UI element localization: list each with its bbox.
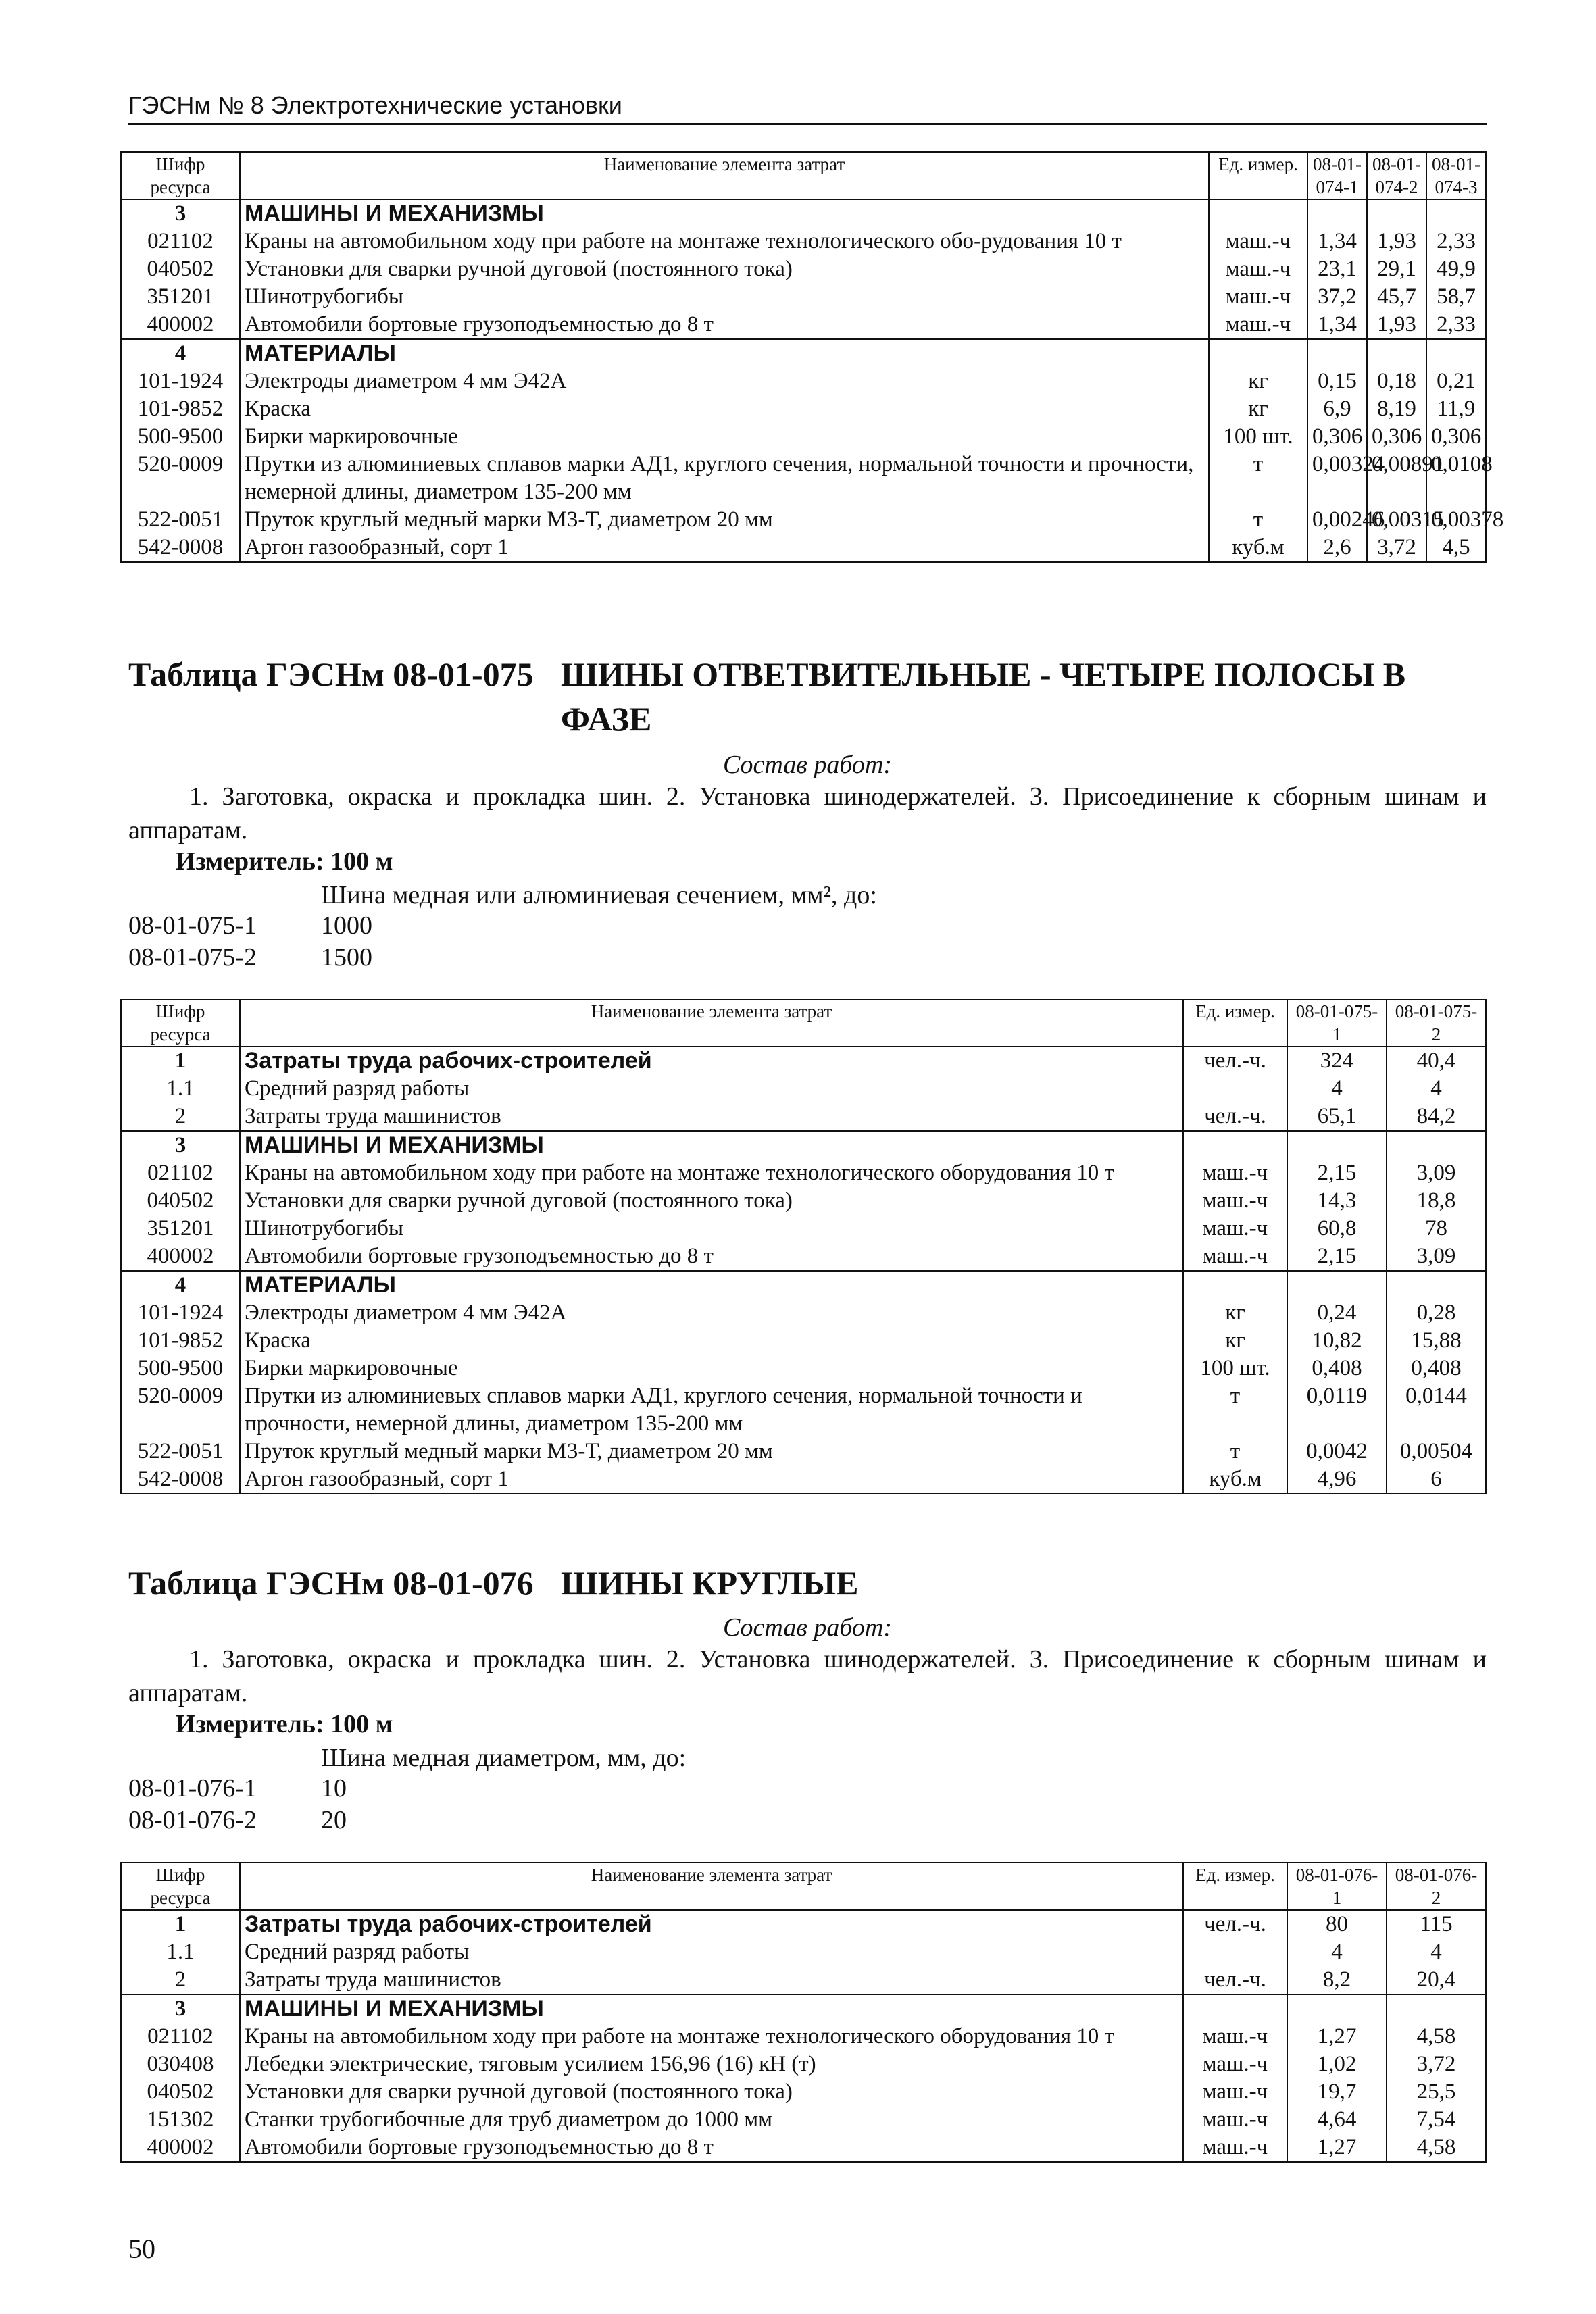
resource-name: Бирки маркировочные [240, 1355, 1183, 1382]
norm-value: 1,34 [1307, 311, 1367, 339]
resource-unit: маш.-ч [1183, 2051, 1287, 2078]
norm-value: 1,27 [1287, 2134, 1387, 2162]
norm-value: 4,5 [1426, 534, 1486, 562]
resource-code: 4 [121, 339, 240, 368]
variant-description: Шина медная или алюминиевая сечением, мм², до: [321, 881, 877, 909]
resource-code: 4 [121, 1271, 240, 1299]
col-header-norm: 08-01-074-2 [1367, 152, 1426, 199]
resource-name: Средний разряд работы [240, 1075, 1183, 1103]
resource-unit: т [1183, 1438, 1287, 1465]
norm-value: 4 [1387, 1075, 1486, 1103]
table-row [121, 2023, 1486, 2051]
col-header-name: Наименование элемента затрат [240, 999, 1183, 1047]
norm-value: 60,8 [1287, 1215, 1387, 1242]
variant-code: 08-01-075-2 [128, 943, 257, 972]
resource-unit: чел.-ч. [1183, 1910, 1287, 1938]
norm-value: 4,64 [1287, 2106, 1387, 2134]
resource-name: Краны на автомобильном ходу при работе на монтаже технологического оборудования 10 т [240, 1159, 1183, 1187]
resource-name: Автомобили бортовые грузоподъемностью до 8 т [240, 311, 1209, 339]
col-header-unit: Ед. измер. [1183, 999, 1287, 1047]
table-row [121, 2051, 1486, 2078]
norm-value: 8,2 [1287, 1966, 1387, 1994]
norm-value: 3,72 [1387, 2051, 1486, 2078]
measure-unit: Измеритель: 100 м [176, 1710, 393, 1738]
resource-code: 101-9852 [121, 1327, 240, 1355]
table-row [121, 1938, 1486, 1966]
resource-name: Шинотрубогибы [240, 1215, 1183, 1242]
page-number: 50 [128, 2234, 155, 2264]
resource-name: Установки для сварки ручной дуговой (постоянного тока) [240, 255, 1209, 283]
resource-unit: маш.-ч [1183, 2134, 1287, 2162]
col-header-norm: 08-01-074-1 [1307, 152, 1367, 199]
resource-unit: кг [1209, 395, 1307, 423]
resource-unit: т [1183, 1382, 1287, 1438]
norm-value: 6 [1387, 1465, 1486, 1494]
variant-value: 1500 [321, 943, 372, 972]
norm-value: 0,00891 [1367, 451, 1426, 506]
resource-code: 151302 [121, 2106, 240, 2134]
running-header: ГЭСНм № 8 Электротехнические установки [128, 88, 1487, 125]
resource-unit: маш.-ч [1183, 1215, 1287, 1242]
resource-name: Краска [240, 395, 1209, 423]
resource-code: 351201 [121, 283, 240, 311]
resource-unit: маш.-ч [1183, 2078, 1287, 2106]
col-header-norm: 08-01-074-3 [1426, 152, 1486, 199]
norm-value: 58,7 [1426, 283, 1486, 311]
resource-unit [1183, 1938, 1287, 1966]
norm-value: 0,306 [1367, 423, 1426, 451]
table-row [121, 1075, 1486, 1103]
section-row [121, 1131, 1486, 1159]
norm-value: 4,96 [1287, 1465, 1387, 1494]
resource-unit [1209, 339, 1307, 368]
table-row [121, 423, 1486, 451]
norm-value: 0,00315 [1367, 506, 1426, 534]
variant-description: Шина медная диаметром, мм, до: [321, 1744, 687, 1772]
norm-value: 0,0144 [1387, 1382, 1486, 1438]
resource-name: Краны на автомобильном ходу при работе на монтаже технологического обо-рудования 10 т [240, 228, 1209, 255]
resource-name: Затраты труда машинистов [240, 1103, 1183, 1131]
norm-value: 15,88 [1387, 1327, 1486, 1355]
table-row [121, 1103, 1486, 1131]
variant-code: 08-01-076-2 [128, 1806, 257, 1834]
resource-name: Шинотрубогибы [240, 283, 1209, 311]
resource-name: Лебедки электрические, тяговым усилием 156,96 (16) кН (т) [240, 2051, 1183, 2078]
resource-unit [1183, 1271, 1287, 1299]
norm-value: 324 [1287, 1047, 1387, 1075]
norm-value: 1,34 [1307, 228, 1367, 255]
norm-value: 4,58 [1387, 2134, 1486, 2162]
norm-value: 78 [1387, 1215, 1486, 1242]
col-header-code: Шифр ресурса [121, 152, 240, 199]
works-heading: Состав работ: [722, 1613, 893, 1642]
norm-value: 11,9 [1426, 395, 1486, 423]
resource-unit [1183, 1131, 1287, 1159]
col-header-name: Наименование элемента затрат [240, 152, 1209, 199]
resource-code: 1.1 [121, 1075, 240, 1103]
variant-value: 1000 [321, 911, 372, 940]
resource-code: 522-0051 [121, 506, 240, 534]
norm-value: 0,00246 [1307, 506, 1367, 534]
resource-unit: кг [1183, 1327, 1287, 1355]
table-row [121, 368, 1486, 395]
resource-name: Затраты труда машинистов [240, 1966, 1183, 1994]
table-row [121, 395, 1486, 423]
table-row [121, 2134, 1486, 2162]
norm-value: 0,306 [1426, 423, 1486, 451]
norm-value: 115 [1387, 1910, 1486, 1938]
norm-value: 2,6 [1307, 534, 1367, 562]
norm-value [1367, 199, 1426, 228]
norm-value [1426, 199, 1486, 228]
norm-value: 84,2 [1387, 1103, 1486, 1131]
resource-name: Прутки из алюминиевых сплавов марки АД1, круглого сечения, нормальной точности и прочности, немерной длины, диаметром 135-200 мм [240, 451, 1209, 506]
table-row [121, 451, 1486, 506]
table-title-075 [128, 652, 1487, 741]
col-header-norm: 08-01-075-2 [1387, 999, 1486, 1047]
section-row [121, 199, 1486, 228]
resource-table-076 [120, 1862, 1487, 2163]
norm-value: 20,4 [1387, 1966, 1486, 1994]
variant-row [128, 940, 372, 974]
table-row [121, 1159, 1486, 1187]
norm-value [1426, 339, 1486, 368]
norm-value: 0,00324 [1307, 451, 1367, 506]
resource-unit: маш.-ч [1183, 2023, 1287, 2051]
resource-unit: маш.-ч [1183, 1242, 1287, 1271]
table-row [121, 1438, 1486, 1465]
resource-unit: маш.-ч [1209, 255, 1307, 283]
col-header-code: Шифр ресурса [121, 999, 240, 1047]
resource-code: 040502 [121, 2078, 240, 2106]
norm-value: 4 [1387, 1938, 1486, 1966]
norm-value: 3,09 [1387, 1159, 1486, 1187]
table-row [121, 1966, 1486, 1994]
resource-code: 1 [121, 1047, 240, 1075]
table-header-row [121, 1863, 1486, 1910]
table-name: ШИНЫ КРУГЛЫЕ [561, 1564, 859, 1602]
norm-value: 29,1 [1367, 255, 1426, 283]
table-title-076 [128, 1561, 1487, 1605]
norm-value: 14,3 [1287, 1187, 1387, 1215]
table-name: ШИНЫ ОТВЕТВИТЕЛЬНЫЕ - ЧЕТЫРЕ ПОЛОСЫ В ФАЗЕ [561, 655, 1406, 738]
table-row [121, 283, 1486, 311]
norm-value [1387, 1271, 1486, 1299]
resource-unit: маш.-ч [1183, 1159, 1287, 1187]
table-row [121, 1382, 1486, 1438]
resource-name: Установки для сварки ручной дуговой (постоянного тока) [240, 2078, 1183, 2106]
variant-code: 08-01-075-1 [128, 911, 257, 940]
norm-value [1287, 1131, 1387, 1159]
resource-unit: маш.-ч [1209, 283, 1307, 311]
norm-value: 3,09 [1387, 1242, 1486, 1271]
resource-code: 351201 [121, 1215, 240, 1242]
resource-code: 400002 [121, 311, 240, 339]
resource-code: 030408 [121, 2051, 240, 2078]
resource-code: 3 [121, 1994, 240, 2023]
resource-name: Краска [240, 1327, 1183, 1355]
resource-unit: чел.-ч. [1183, 1047, 1287, 1075]
resource-code: 021102 [121, 228, 240, 255]
norm-value: 2,15 [1287, 1242, 1387, 1271]
resource-name: Аргон газообразный, сорт 1 [240, 534, 1209, 562]
resource-unit [1183, 1075, 1287, 1103]
norm-value: 4,58 [1387, 2023, 1486, 2051]
norm-value: 6,9 [1307, 395, 1367, 423]
resource-code: 040502 [121, 255, 240, 283]
resource-table-075 [120, 999, 1487, 1494]
norm-value [1287, 1994, 1387, 2023]
table-row [121, 228, 1486, 255]
norm-value [1287, 1271, 1387, 1299]
resource-name: Аргон газообразный, сорт 1 [240, 1465, 1183, 1494]
variant-value: 10 [321, 1774, 347, 1803]
resource-name: Станки трубогибочные для труб диаметром до 1000 мм [240, 2106, 1183, 2134]
norm-value: 0,408 [1287, 1355, 1387, 1382]
resource-unit: чел.-ч. [1183, 1103, 1287, 1131]
table-row [121, 506, 1486, 534]
table-row [121, 1187, 1486, 1215]
resource-code: 2 [121, 1966, 240, 1994]
table-row [121, 1242, 1486, 1271]
section-row [121, 339, 1486, 368]
table-body [121, 199, 1504, 562]
resource-name: Затраты труда рабочих-строителей [240, 1910, 1183, 1938]
norm-value: 40,4 [1387, 1047, 1486, 1075]
table-row [121, 1215, 1486, 1242]
norm-value: 4 [1287, 1938, 1387, 1966]
col-header-norm: 08-01-075-1 [1287, 999, 1387, 1047]
table-header-row [121, 999, 1486, 1047]
col-header-name: Наименование элемента затрат [240, 1863, 1183, 1910]
resource-code: 522-0051 [121, 1438, 240, 1465]
resource-unit: маш.-ч [1183, 2106, 1287, 2134]
norm-value: 1,02 [1287, 2051, 1387, 2078]
resource-name: Средний разряд работы [240, 1938, 1183, 1966]
norm-value: 37,2 [1307, 283, 1367, 311]
norm-value: 45,7 [1367, 283, 1426, 311]
resource-unit: кг [1183, 1299, 1287, 1327]
resource-code: 500-9500 [121, 423, 240, 451]
resource-code: 1.1 [121, 1938, 240, 1966]
resource-code: 101-1924 [121, 1299, 240, 1327]
table-header-row [121, 152, 1486, 199]
norm-value: 0,18 [1367, 368, 1426, 395]
table-body [121, 1910, 1486, 2162]
norm-value: 0,0108 [1426, 451, 1486, 506]
resource-name: Бирки маркировочные [240, 423, 1209, 451]
table-row [121, 1465, 1486, 1494]
resource-name: Затраты труда рабочих-строителей [240, 1047, 1183, 1075]
norm-value: 65,1 [1287, 1103, 1387, 1131]
resource-unit: чел.-ч. [1183, 1966, 1287, 1994]
norm-value: 0,0042 [1287, 1438, 1387, 1465]
norm-value: 0,00378 [1426, 506, 1486, 534]
resource-unit: куб.м [1183, 1465, 1287, 1494]
resource-name: Электроды диаметром 4 мм Э42А [240, 368, 1209, 395]
variant-row [128, 909, 372, 942]
resource-unit: маш.-ч [1209, 311, 1307, 339]
resource-name: Установки для сварки ручной дуговой (постоянного тока) [240, 1187, 1183, 1215]
resource-unit: куб.м [1209, 534, 1307, 562]
resource-name: МАШИНЫ И МЕХАНИЗМЫ [240, 199, 1209, 228]
resource-code: 3 [121, 199, 240, 228]
resource-name: Пруток круглый медный марки М3-Т, диаметром 20 мм [240, 1438, 1183, 1465]
norm-value: 2,15 [1287, 1159, 1387, 1187]
norm-value: 0,0119 [1287, 1382, 1387, 1438]
section-row [121, 1047, 1486, 1075]
resource-unit: кг [1209, 368, 1307, 395]
norm-value: 0,15 [1307, 368, 1367, 395]
resource-name: Краны на автомобильном ходу при работе на монтаже технологического оборудования 10 т [240, 2023, 1183, 2051]
resource-unit [1183, 1994, 1287, 2023]
resource-table-074 [120, 151, 1504, 563]
resource-name: Автомобили бортовые грузоподъемностью до 8 т [240, 1242, 1183, 1271]
norm-value: 19,7 [1287, 2078, 1387, 2106]
resource-code: 520-0009 [121, 1382, 240, 1438]
norm-value: 1,27 [1287, 2023, 1387, 2051]
norm-value: 3,72 [1367, 534, 1426, 562]
resource-code: 021102 [121, 1159, 240, 1187]
table-row [121, 1327, 1486, 1355]
measure-unit: Измеритель: 100 м [176, 847, 393, 876]
table-row [121, 534, 1486, 562]
norm-value: 0,306 [1307, 423, 1367, 451]
table-label: Таблица ГЭСНм 08-01-075 [128, 655, 534, 693]
resource-code: 021102 [121, 2023, 240, 2051]
col-header-unit: Ед. измер. [1183, 1863, 1287, 1910]
resource-name: Электроды диаметром 4 мм Э42А [240, 1299, 1183, 1327]
resource-code: 500-9500 [121, 1355, 240, 1382]
norm-value: 1,93 [1367, 228, 1426, 255]
norm-value: 10,82 [1287, 1327, 1387, 1355]
section-row [121, 1994, 1486, 2023]
resource-name: Автомобили бортовые грузоподъемностью до 8 т [240, 2134, 1183, 2162]
resource-name: МАТЕРИАЛЫ [240, 339, 1209, 368]
norm-value: 18,8 [1387, 1187, 1486, 1215]
col-header-code: Шифр ресурса [121, 1863, 240, 1910]
resource-code: 400002 [121, 1242, 240, 1271]
norm-value [1307, 199, 1367, 228]
works-text: 1. Заготовка, окраска и прокладка шин. 2. Установка шинодержателей. 3. Присоединение к сборным шинам и аппаратам. [128, 782, 1487, 845]
works-heading: Состав работ: [722, 751, 893, 779]
norm-value: 25,5 [1387, 2078, 1486, 2106]
resource-name: Пруток круглый медный марки М3-Т, диаметром 20 мм [240, 506, 1209, 534]
resource-unit: 100 шт. [1209, 423, 1307, 451]
norm-value: 0,28 [1387, 1299, 1486, 1327]
col-header-norm: 08-01-076-1 [1287, 1863, 1387, 1910]
norm-value: 49,9 [1426, 255, 1486, 283]
resource-name: МАТЕРИАЛЫ [240, 1271, 1183, 1299]
norm-value: 0,408 [1387, 1355, 1486, 1382]
section-row [121, 1271, 1486, 1299]
resource-unit: маш.-ч [1183, 1187, 1287, 1215]
norm-value [1387, 1131, 1486, 1159]
resource-code: 2 [121, 1103, 240, 1131]
norm-value: 80 [1287, 1910, 1387, 1938]
table-row [121, 1299, 1486, 1327]
norm-value [1307, 339, 1367, 368]
variant-value: 20 [321, 1806, 347, 1834]
variant-row [128, 1803, 347, 1837]
resource-unit [1209, 199, 1307, 228]
resource-code: 3 [121, 1131, 240, 1159]
resource-unit: 100 шт. [1183, 1355, 1287, 1382]
norm-value: 2,33 [1426, 311, 1486, 339]
resource-unit: маш.-ч [1209, 228, 1307, 255]
resource-code: 040502 [121, 1187, 240, 1215]
norm-value: 4 [1287, 1075, 1387, 1103]
table-label: Таблица ГЭСНм 08-01-076 [128, 1564, 534, 1602]
table-row [121, 2106, 1486, 2134]
norm-value: 23,1 [1307, 255, 1367, 283]
table-row [121, 1355, 1486, 1382]
table-row [121, 311, 1486, 339]
resource-name: МАШИНЫ И МЕХАНИЗМЫ [240, 1131, 1183, 1159]
norm-value: 7,54 [1387, 2106, 1486, 2134]
table-row [121, 255, 1486, 283]
norm-value [1367, 339, 1426, 368]
resource-code: 542-0008 [121, 1465, 240, 1494]
resource-name: Прутки из алюминиевых сплавов марки АД1, круглого сечения, нормальной точности и прочности, немерной длины, диаметром 135-200 мм [240, 1382, 1183, 1438]
norm-value: 1,93 [1367, 311, 1426, 339]
resource-unit: т [1209, 451, 1307, 506]
table-row [121, 2078, 1486, 2106]
resource-code: 1 [121, 1910, 240, 1938]
resource-code: 520-0009 [121, 451, 240, 506]
resource-unit: т [1209, 506, 1307, 534]
resource-code: 101-9852 [121, 395, 240, 423]
resource-name: МАШИНЫ И МЕХАНИЗМЫ [240, 1994, 1183, 2023]
resource-code: 400002 [121, 2134, 240, 2162]
norm-value [1387, 1994, 1486, 2023]
variant-code: 08-01-076-1 [128, 1774, 257, 1803]
norm-value: 2,33 [1426, 228, 1486, 255]
norm-value: 8,19 [1367, 395, 1426, 423]
resource-code: 542-0008 [121, 534, 240, 562]
variant-row [128, 1771, 347, 1805]
norm-value: 0,21 [1426, 368, 1486, 395]
col-header-norm: 08-01-076-2 [1387, 1863, 1486, 1910]
table-body [121, 1047, 1486, 1494]
col-header-unit: Ед. измер. [1209, 152, 1307, 199]
norm-value: 0,00504 [1387, 1438, 1486, 1465]
resource-code: 101-1924 [121, 368, 240, 395]
section-row [121, 1910, 1486, 1938]
norm-value: 0,24 [1287, 1299, 1387, 1327]
works-text: 1. Заготовка, окраска и прокладка шин. 2. Установка шинодержателей. 3. Присоединение к сборным шинам и аппаратам. [128, 1645, 1487, 1707]
